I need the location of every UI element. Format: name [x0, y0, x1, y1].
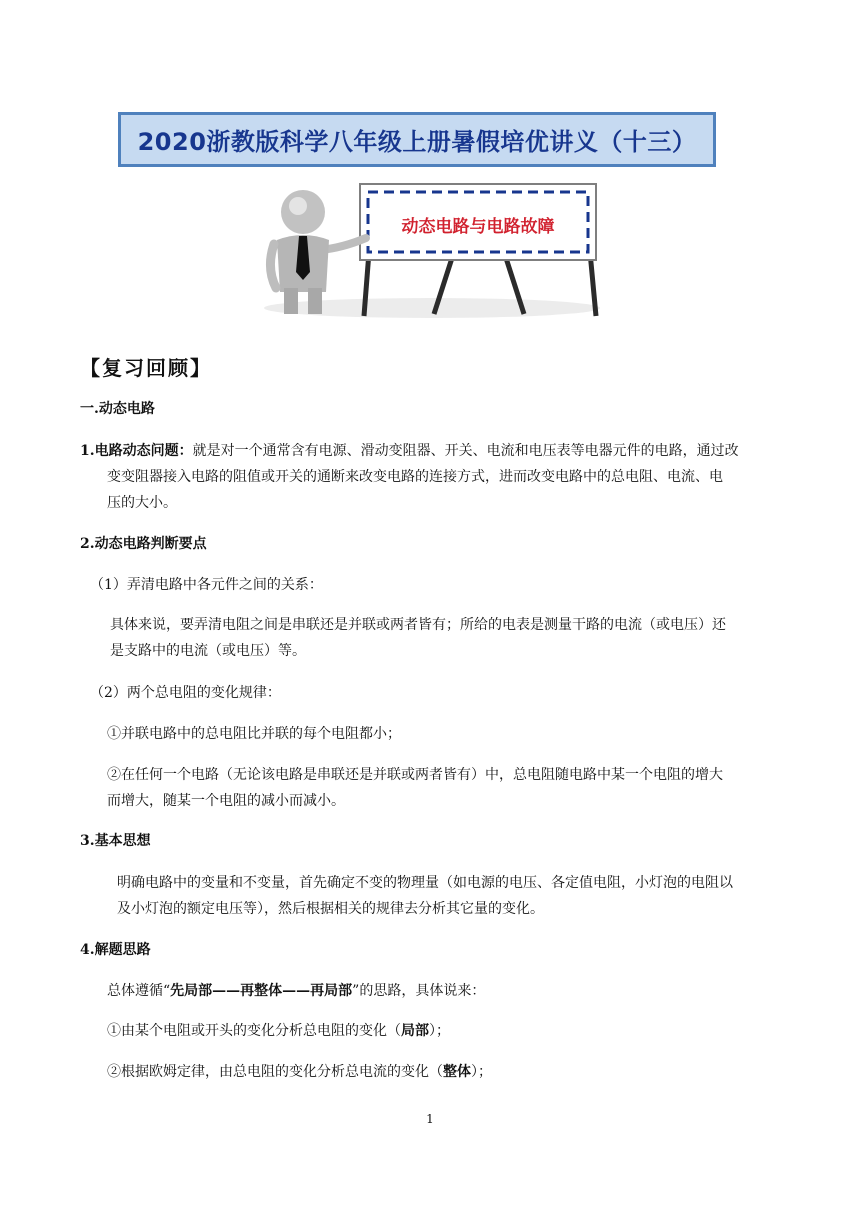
subheading: （1）弄清电路中各元件之间的关系： [90, 577, 323, 593]
bold-fragment: 先局部——再整体——再局部 [170, 983, 353, 999]
heading-dynamic-circuit: 一.动态电路 [80, 401, 155, 417]
bold-fragment: 局部 [401, 1023, 429, 1039]
title-banner [118, 112, 716, 167]
paragraph-line [80, 438, 739, 464]
text-fragment: ①由某个电阻或开头的变化分析总电阻的变化（ [107, 1023, 401, 1039]
heading-basic-idea: 3.基本思想 [80, 833, 151, 849]
page-number: 1 [426, 1112, 434, 1126]
board-label: 动态电路与电路故障 [401, 216, 555, 237]
list-item [107, 1059, 492, 1085]
heading-solving-approach: 4.解题思路 [80, 942, 151, 958]
paragraph-line [107, 978, 485, 1004]
text-fragment: ”的思路，具体说来： [352, 983, 486, 999]
document-title: 2020浙教版科学八年级上册暑假培优讲义（十三） [137, 128, 697, 156]
paragraph-text: 就是对一个通常含有电源、滑动变阻器、开关、电流和电压表等电器元件的电路，通过改 [192, 443, 739, 459]
heading-key-points: 2.动态电路判断要点 [80, 536, 207, 552]
text-fragment: 总体遵循“ [107, 983, 171, 999]
paragraph-line: 具体来说，要弄清电阻之间是串联还是并联或两者皆有；所给的电表是测量干路的电流（或电压）还 [110, 617, 726, 633]
text-fragment: ②根据欧姆定律，由总电阻的变化分析总电流的变化（ [107, 1064, 443, 1080]
list-item: ②在任何一个电路（无论该电路是串联还是并联或两者皆有）中，总电阻随电路中某一个电阻的增大 [107, 767, 723, 783]
paragraph-line: 压的大小。 [107, 495, 177, 511]
paragraph-line: 及小灯泡的额定电压等），然后根据相关的规律去分析其它量的变化。 [117, 901, 544, 917]
paragraph-line: 而增大，随某一个电阻的减小而减小。 [107, 793, 345, 809]
text-fragment: ）； [429, 1023, 450, 1039]
bold-fragment: 整体 [443, 1064, 471, 1080]
subheading: （2）两个总电阻的变化规律： [90, 685, 281, 701]
list-item [107, 1018, 450, 1044]
paragraph-line: 明确电路中的变量和不变量，首先确定不变的物理量（如电源的电压、各定值电阻，小灯泡的电阻以 [117, 875, 733, 891]
text-fragment: ）； [471, 1064, 492, 1080]
section-heading: 【复习回顾】 [80, 356, 212, 380]
list-item: ①并联电路中的总电阻比并联的每个电阻都小； [107, 726, 401, 742]
term-label: 1.电路动态问题： [80, 443, 193, 459]
paragraph-line: 变变阻器接入电路的阻值或开关的通断来改变电路的连接方式，进而改变电路中的总电阻、电流、电 [107, 469, 723, 485]
paragraph-line: 是支路中的电流（或电压）等。 [110, 643, 306, 659]
